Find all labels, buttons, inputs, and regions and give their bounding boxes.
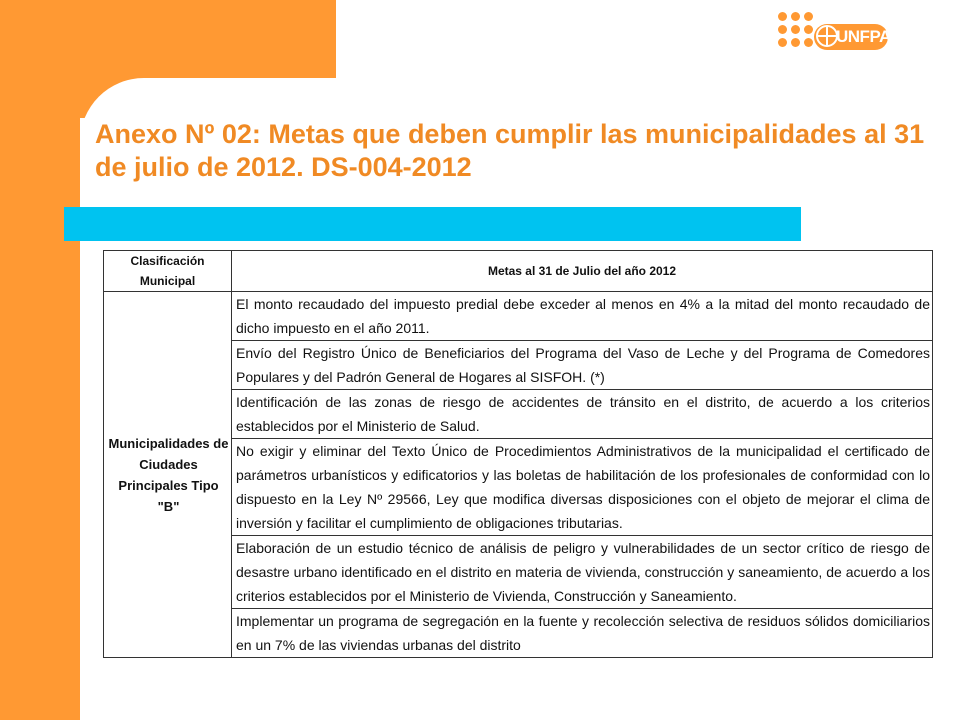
header-clasificacion: Clasificación Municipal	[104, 251, 232, 292]
page-title: Anexo Nº 02: Metas que deben cumplir las municipalidades al 31 de julio de 2012. DS-004-2012	[95, 119, 925, 182]
meta-cell-1: El monto recaudado del impuesto predial debe exceder al menos en 4% a la mitad del monto recaudado de dicho impuesto en el año 2011.	[232, 292, 933, 341]
meta-cell-4: No exigir y eliminar del Texto Único de Procedimientos Administrativos de la municipalidad el certificado de parámetros urbanísticos y edificatorios y las boletas de habilitación de los profesionales de conformidad con lo dispuesto en la Ley Nº 29566, Ley que modifica diversas disposiciones con el objeto de mejorar el clima de inversión y facilitar el cumplimiento de obligaciones tributarias.	[232, 439, 933, 536]
meta-cell-5: Elaboración de un estudio técnico de análisis de peligro y vulnerabilidades de un sector crítico de riesgo de desastre urbano identificado en el distrito en materia de vivienda, construcción y saneamiento, de acuerdo a los criterios establecidos por el Ministerio de Vivienda, Construcción y Saneamiento.	[232, 536, 933, 609]
un-globe-icon	[816, 25, 838, 47]
unfpa-logo	[778, 12, 891, 58]
meta-cell-2: Envío del Registro Único de Beneficiarios del Programa del Vaso de Leche y del Programa de Comedores Populares y del Padrón General de Hogares al SISFOH. (*)	[232, 341, 933, 390]
cyan-divider-bar	[64, 207, 801, 241]
metas-table	[103, 250, 933, 658]
meta-cell-6: Implementar un programa de segregación en la fuente y recolección selectiva de residuos sólidos domiciliarios en un 7% de las viviendas urbanas del distrito	[232, 609, 933, 658]
header-metas: Metas al 31 de Julio del año 2012	[232, 251, 933, 292]
meta-cell-3: Identificación de las zonas de riesgo de accidentes de tránsito en el distrito, de acuerdo a los criterios establecidos por el Ministerio de Salud.	[232, 390, 933, 439]
table-header-row	[104, 251, 933, 292]
logo-text: UNFPA	[836, 27, 891, 46]
table-row	[104, 292, 933, 341]
clasificacion-cell: Municipalidades de Ciudades Principales Tipo "B"	[104, 292, 232, 658]
